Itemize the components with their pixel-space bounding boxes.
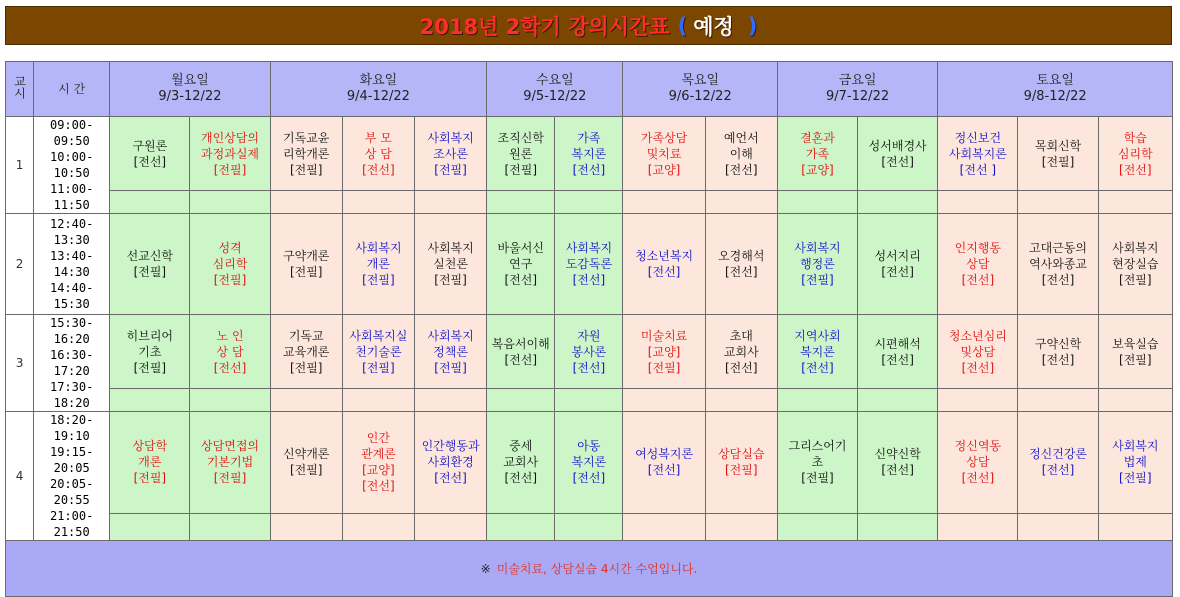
blank-cell (1098, 191, 1172, 214)
course-cell (487, 214, 555, 315)
course-name: 리학개론 (283, 146, 330, 161)
course-type-tag: [전필] (362, 360, 395, 375)
course-name: 사회복지 (427, 328, 474, 343)
course-cell (858, 315, 938, 389)
blank-cell (938, 191, 1018, 214)
course-cell (1098, 315, 1172, 389)
course-name: 청소년심리 (948, 328, 1007, 343)
course-name: 사회환경 (427, 455, 474, 470)
time-slots (34, 214, 110, 315)
course-name: 신약신학 (874, 447, 921, 462)
blank-cell (858, 191, 938, 214)
course-name: 현장실습 (1112, 257, 1159, 271)
course-cell (858, 117, 938, 191)
course-name: 상 담 (364, 146, 392, 161)
course-type-tag: [전선] (434, 471, 467, 486)
course-name: 정신역동 (954, 439, 1002, 454)
course-name: 노 인 (216, 328, 244, 343)
course-name: 성서배경사 (868, 138, 927, 153)
course-name: 청소년복지 (635, 249, 694, 263)
time-slot: 17:30-18:20 (49, 380, 94, 410)
period-row (6, 214, 1173, 315)
course-name: 상담실습 (718, 447, 765, 462)
time-slot: 10:00-10:50 (49, 150, 94, 180)
course-type-tag: [전선] (961, 273, 995, 287)
time-slot: 21:00-21:50 (49, 509, 94, 539)
course-type-tag: [전선] (1041, 352, 1075, 367)
course-name: 복지론 (571, 146, 607, 161)
course-type-tag: [전선 ] (959, 162, 997, 177)
course-name: 심리학 (212, 257, 248, 271)
course-name: 사회복지 (565, 241, 613, 255)
period-number: 4 (6, 412, 34, 541)
course-type-tag: [전필] (133, 360, 167, 375)
blank-row (6, 513, 1173, 540)
title-status: 예정 (693, 14, 734, 39)
course-name: 원론 (509, 146, 533, 161)
course-name: 보육실습 (1112, 336, 1159, 351)
course-type-tag: [전필] (133, 265, 167, 279)
course-name: 심리학 (1117, 146, 1153, 161)
course-type-tag: [전필] (213, 273, 247, 287)
blank-cell (705, 513, 777, 540)
course-type-tag: [전필] (289, 265, 323, 279)
course-type-tag: [전필] (801, 471, 834, 486)
course-name: 구원론 (132, 138, 168, 153)
course-name: 연구 (509, 257, 533, 271)
course-type-tag: [전선] (1041, 273, 1075, 287)
course-type-tag: [전선] (572, 360, 606, 375)
course-name: 부 모 (364, 130, 392, 145)
blank-cell (777, 513, 857, 540)
course-name: 사회복지 (794, 241, 841, 255)
course-name: 조사론 (433, 146, 468, 161)
course-cell (270, 315, 342, 389)
day-header-tue: 화요일 9/4-12/22 (270, 62, 487, 117)
course-name: 기초 (138, 344, 162, 359)
course-name: 지역사회 (794, 328, 841, 343)
course-type-tag: [교양] (647, 162, 681, 177)
course-name: 인간 (366, 431, 390, 446)
course-type-tag: [전필] (504, 162, 538, 177)
blank-cell (414, 389, 486, 412)
course-type-tag: [전필] (434, 360, 467, 375)
blank-cell (938, 389, 1018, 412)
course-name: 관계론 (361, 447, 396, 462)
blank-cell (705, 389, 777, 412)
course-type-tag: [전선] (572, 162, 606, 177)
course-name: 자원 (577, 328, 601, 343)
course-cell (938, 214, 1018, 315)
blank-cell (110, 513, 190, 540)
course-name: 결혼과 (800, 130, 835, 145)
course-name: 사회복지론 (948, 146, 1007, 161)
course-cell (623, 117, 705, 191)
blank-cell (487, 389, 555, 412)
blank-cell (190, 389, 270, 412)
course-type-tag: [전선] (362, 479, 395, 494)
course-name: 사회복지 (1112, 439, 1159, 454)
course-cell (110, 315, 190, 389)
course-type-tag: [전선] (647, 265, 681, 279)
course-name: 고대근동의 (1029, 241, 1088, 255)
course-type-tag: [전필] (362, 273, 395, 287)
course-cell (555, 214, 623, 315)
course-name: 역사와종교 (1029, 257, 1088, 271)
blank-cell (1018, 191, 1098, 214)
course-cell (270, 117, 342, 191)
course-name: 교회사 (503, 455, 539, 470)
time-slots (34, 412, 110, 541)
footer-note (6, 541, 1173, 597)
course-cell (777, 214, 857, 315)
course-type-tag: [전선] (213, 360, 247, 375)
blank-cell (270, 191, 342, 214)
course-cell (623, 315, 705, 389)
course-name: 과정과실제 (201, 146, 260, 161)
course-name: 복지론 (571, 455, 607, 470)
course-name: 여성복지론 (635, 447, 694, 462)
period-row (6, 315, 1173, 389)
course-type-tag: [전필] (213, 162, 247, 177)
period-number: 3 (6, 315, 34, 412)
course-type-tag: [전필] (434, 162, 467, 177)
course-name: 히브리어 (126, 328, 174, 343)
time-slot: 12:40-13:30 (49, 217, 94, 247)
course-name: 가족상담 (640, 130, 688, 145)
course-cell (487, 315, 555, 389)
time-header: 시 간 (34, 62, 110, 117)
course-name: 사회복지실 (349, 328, 408, 343)
course-type-tag: [전선] (572, 273, 606, 287)
course-name: 중세 (509, 439, 533, 454)
blank-cell (555, 389, 623, 412)
course-type-tag: [전선] (572, 471, 606, 486)
course-name: 목회신학 (1034, 138, 1082, 153)
course-name: 성격 (218, 241, 242, 255)
header-row (6, 62, 1173, 117)
course-cell (555, 412, 623, 514)
time-slots (34, 117, 110, 214)
course-type-tag: [교양] (647, 344, 681, 359)
course-cell (190, 214, 270, 315)
course-name: 교회사 (723, 344, 759, 359)
course-type-tag: [전필] (434, 273, 467, 287)
course-name: 상담면접의 (201, 439, 260, 454)
course-cell (858, 412, 938, 514)
course-cell (1018, 315, 1098, 389)
course-name: 복음서이해 (491, 336, 550, 351)
time-slot: 19:15-20:05 (49, 445, 94, 475)
course-type-tag: [전선] (504, 352, 538, 367)
course-cell (414, 214, 486, 315)
course-cell (110, 117, 190, 191)
period-number: 2 (6, 214, 34, 315)
timetable (5, 61, 1173, 597)
blank-cell (623, 389, 705, 412)
course-name: 상 담 (216, 344, 244, 359)
course-type-tag: [전필] (647, 360, 681, 375)
blank-cell (858, 513, 938, 540)
course-name: 봉사론 (571, 344, 607, 359)
course-name: 선교신학 (126, 249, 174, 263)
course-name: 초 (811, 455, 824, 470)
blank-cell (190, 191, 270, 214)
title-bar (5, 6, 1172, 45)
course-name: 사회복지 (427, 130, 474, 145)
course-name: 상담 (966, 257, 990, 271)
course-cell (858, 214, 938, 315)
course-name: 개론 (366, 257, 390, 271)
course-cell (190, 412, 270, 514)
course-name: 기독교윤 (283, 130, 330, 145)
course-cell (1018, 412, 1098, 514)
course-name: 개인상담의 (201, 130, 260, 145)
course-name: 법제 (1123, 455, 1147, 470)
blank-cell (342, 191, 414, 214)
course-name: 구약개론 (283, 249, 330, 263)
note-mark: ※ (480, 561, 491, 576)
course-name: 교육개론 (283, 344, 330, 359)
period-row (6, 412, 1173, 514)
course-name: 가족 (805, 146, 830, 161)
course-name: 도감독론 (565, 257, 613, 271)
blank-cell (342, 513, 414, 540)
blank-cell (414, 191, 486, 214)
title-close-paren: ) (747, 13, 758, 38)
course-name: 실천론 (433, 257, 468, 271)
time-slots (34, 315, 110, 412)
course-name: 미술치료 (640, 328, 688, 343)
blank-cell (858, 389, 938, 412)
day-header-wed: 수요일 9/5-12/22 (487, 62, 623, 117)
course-type-tag: [전필] (289, 463, 323, 478)
course-name: 개론 (138, 455, 162, 470)
blank-cell (1098, 513, 1172, 540)
course-name: 사회복지 (427, 241, 474, 255)
blank-cell (342, 389, 414, 412)
course-cell (555, 117, 623, 191)
course-cell (270, 412, 342, 514)
course-cell (938, 117, 1018, 191)
course-name: 성서지리 (874, 249, 921, 263)
course-cell (705, 315, 777, 389)
course-type-tag: [전선] (725, 360, 758, 375)
course-name: 구약신학 (1034, 336, 1082, 351)
blank-cell (414, 513, 486, 540)
blank-cell (270, 389, 342, 412)
course-type-tag: [전선] (362, 162, 395, 177)
course-name: 인지행동 (954, 241, 1002, 255)
course-name: 조직신학 (497, 130, 544, 145)
course-type-tag: [전필] (289, 162, 323, 177)
course-type-tag: [전선] (961, 360, 995, 375)
course-type-tag: [전선] (647, 463, 681, 478)
course-name: 상담학 (132, 439, 168, 454)
course-type-tag: [전필] (133, 471, 167, 486)
blank-cell (487, 513, 555, 540)
course-cell (190, 117, 270, 191)
time-slot: 18:20-19:10 (49, 413, 94, 443)
course-cell (1098, 412, 1172, 514)
course-type-tag: [전선] (725, 265, 758, 279)
course-name: 그리스어기 (788, 439, 847, 454)
blank-cell (705, 191, 777, 214)
course-name: 시편해석 (874, 336, 921, 351)
course-type-tag: [교양] (801, 162, 834, 177)
blank-cell (938, 513, 1018, 540)
day-header-fri: 금요일 9/7-12/22 (777, 62, 937, 117)
course-cell (110, 214, 190, 315)
course-name: 기독교 (288, 328, 324, 343)
course-name: 기본기법 (206, 455, 254, 470)
course-cell (705, 117, 777, 191)
course-name: 정신건강론 (1029, 447, 1088, 462)
course-type-tag: [전선] (881, 265, 914, 279)
course-cell (938, 412, 1018, 514)
course-cell (487, 117, 555, 191)
day-header-sat: 토요일 9/8-12/22 (938, 62, 1173, 117)
course-type-tag: [전선] (961, 471, 995, 486)
page-title: 2018년 2학기 강의시간표 (419, 14, 670, 39)
blank-row (6, 389, 1173, 412)
course-cell (777, 315, 857, 389)
course-name: 및상담 (960, 344, 996, 359)
course-type-tag: [전선] (725, 162, 758, 177)
day-header-thu: 목요일 9/6-12/22 (623, 62, 777, 117)
course-name: 인간행동과 (421, 439, 480, 454)
blank-cell (110, 389, 190, 412)
time-slot: 15:30-16:20 (49, 316, 94, 346)
course-name: 초대 (729, 328, 753, 343)
course-cell (1018, 214, 1098, 315)
course-cell (705, 412, 777, 514)
course-cell (555, 315, 623, 389)
blank-cell (623, 191, 705, 214)
course-cell (777, 117, 857, 191)
course-name: 행정론 (800, 257, 835, 271)
course-name: 바울서신 (497, 241, 544, 255)
course-cell (623, 214, 705, 315)
course-cell (938, 315, 1018, 389)
time-slot: 13:40-14:30 (49, 249, 94, 279)
time-slot: 11:00-11:50 (49, 182, 94, 212)
period-header: 교시 (6, 62, 34, 117)
course-cell (190, 315, 270, 389)
day-header-mon: 월요일 9/3-12/22 (110, 62, 270, 117)
course-name: 가족 (577, 130, 601, 145)
course-name: 아동 (577, 439, 601, 454)
course-cell (623, 412, 705, 514)
course-name: 학습 (1123, 130, 1147, 145)
time-slot: 09:00-09:50 (49, 118, 94, 148)
time-slot: 14:40-15:30 (49, 281, 94, 311)
course-name: 천기술론 (355, 344, 402, 359)
course-name: 상담 (966, 455, 990, 470)
course-type-tag: [전선] (504, 471, 538, 486)
course-cell (1098, 117, 1172, 191)
period-number: 1 (6, 117, 34, 214)
course-cell (414, 412, 486, 514)
course-type-tag: [교양] (362, 463, 395, 478)
course-cell (342, 315, 414, 389)
blank-cell (555, 191, 623, 214)
course-name: 정신보건 (954, 130, 1002, 145)
course-type-tag: [전선] (801, 360, 834, 375)
course-type-tag: [전필] (801, 273, 834, 287)
course-type-tag: [전선] (1041, 463, 1075, 478)
course-type-tag: [전필] (725, 463, 758, 478)
course-name: 정책론 (433, 344, 468, 359)
course-cell (110, 412, 190, 514)
blank-cell (1098, 389, 1172, 412)
course-name: 사회복지 (355, 241, 402, 255)
blank-cell (487, 191, 555, 214)
blank-cell (1018, 389, 1098, 412)
course-type-tag: [전선] (1119, 162, 1152, 177)
course-name: 예언서 (723, 130, 759, 145)
course-cell (777, 412, 857, 514)
title-open-paren: ( (677, 13, 688, 38)
course-cell (1098, 214, 1172, 315)
course-type-tag: [전필] (1041, 154, 1075, 169)
course-cell (705, 214, 777, 315)
course-name: 사회복지 (1112, 241, 1159, 255)
course-name: 이해 (729, 146, 753, 161)
blank-cell (270, 513, 342, 540)
course-type-tag: [전선] (881, 463, 914, 478)
period-row (6, 117, 1173, 191)
course-name: 복지론 (800, 344, 835, 359)
blank-cell (1018, 513, 1098, 540)
course-cell (342, 412, 414, 514)
blank-cell (555, 513, 623, 540)
course-type-tag: [전선] (881, 352, 914, 367)
course-type-tag: [전선] (881, 154, 914, 169)
course-type-tag: [전필] (1119, 273, 1152, 287)
course-type-tag: [전필] (213, 471, 247, 486)
course-type-tag: [전필] (289, 360, 323, 375)
course-cell (414, 117, 486, 191)
blank-cell (623, 513, 705, 540)
blank-cell (110, 191, 190, 214)
course-cell (270, 214, 342, 315)
blank-cell (777, 191, 857, 214)
course-name: 오경해석 (718, 249, 765, 263)
course-cell (487, 412, 555, 514)
time-slot: 16:30-17:20 (49, 348, 94, 378)
blank-cell (190, 513, 270, 540)
course-cell (414, 315, 486, 389)
time-slot: 20:05-20:55 (49, 477, 94, 507)
note-text: 미술치료, 상담실습 4시간 수업입니다. (496, 561, 698, 576)
course-type-tag: [전선] (504, 273, 538, 287)
course-cell (342, 214, 414, 315)
course-name: 및치료 (646, 146, 682, 161)
course-type-tag: [전필] (1119, 352, 1152, 367)
course-type-tag: [전필] (1119, 471, 1152, 486)
course-type-tag: [전선] (133, 154, 167, 169)
blank-row (6, 191, 1173, 214)
course-name: 신약개론 (283, 447, 330, 462)
blank-cell (777, 389, 857, 412)
course-cell (1018, 117, 1098, 191)
course-cell (342, 117, 414, 191)
